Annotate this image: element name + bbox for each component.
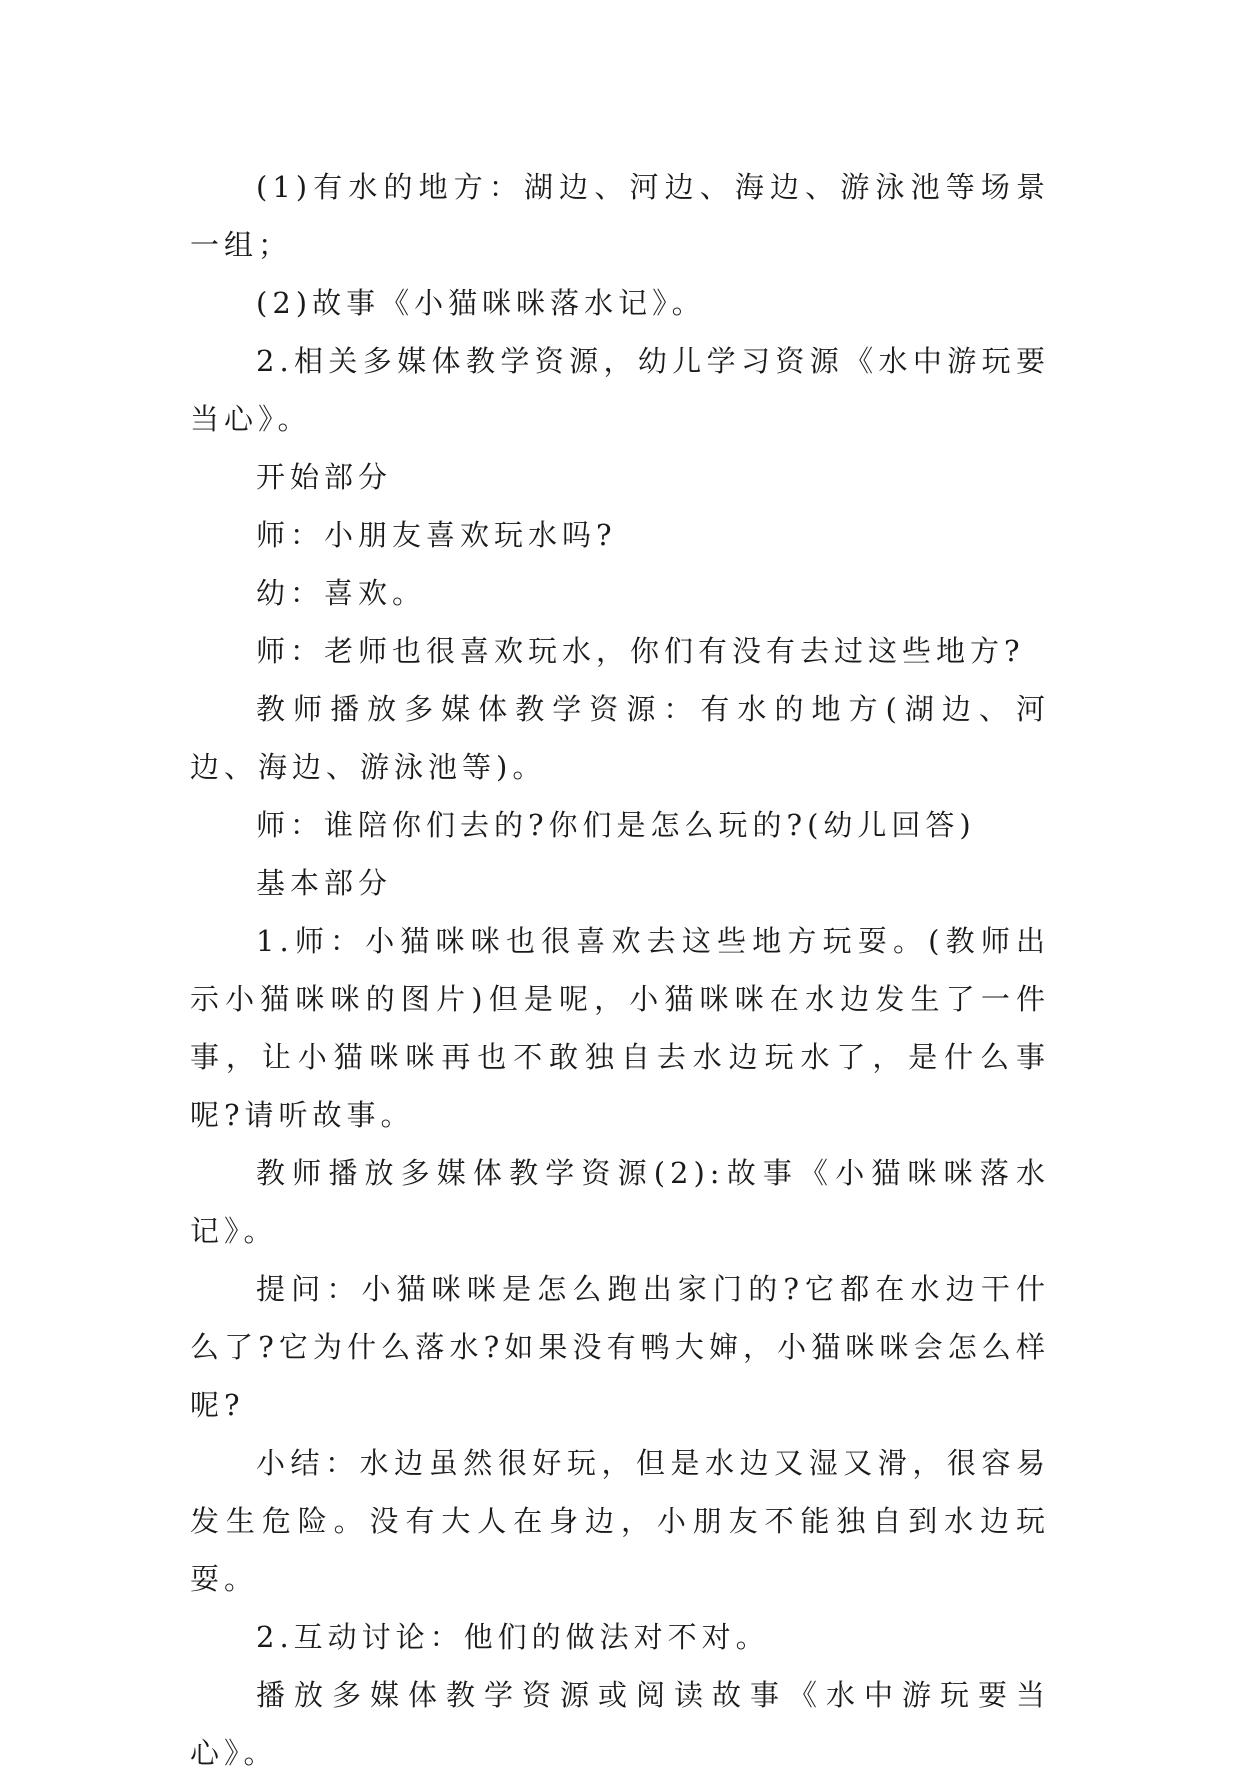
section-heading-start: 开始部分 bbox=[256, 460, 393, 494]
paragraph-final: 播放多媒体教学资源或阅读故事《水中游玩要当心》。 bbox=[190, 1678, 1050, 1770]
paragraph-teacher-plays: 教师播放多媒体教学资源：有水的地方(湖边、河边、海边、游泳池等)。 bbox=[190, 692, 1050, 784]
paragraph-resources: 2.相关多媒体教学资源，幼儿学习资源《水中游玩要当心》。 bbox=[190, 344, 1050, 436]
paragraph-story-play: 教师播放多媒体教学资源(2):故事《小猫咪咪落水记》。 bbox=[190, 1156, 1050, 1248]
paragraph-materials-1: (1)有水的地方：湖边、河边、海边、游泳池等场景一组； bbox=[190, 170, 1050, 262]
dialogue-teacher-1: 师：小朋友喜欢玩水吗? bbox=[256, 518, 617, 552]
paragraph-step-2: 2.互动讨论：他们的做法对不对。 bbox=[256, 1620, 770, 1654]
paragraph-summary: 小结：水边虽然很好玩，但是水边又湿又滑，很容易发生危险。没有大人在身边，小朋友不能独自到水边玩耍。 bbox=[190, 1446, 1050, 1596]
paragraph-materials-2: (2)故事《小猫咪咪落水记》。 bbox=[256, 286, 706, 320]
dialogue-teacher-2: 师：老师也很喜欢玩水，你们有没有去过这些地方? bbox=[256, 634, 1025, 668]
dialogue-child-1: 幼：喜欢。 bbox=[256, 576, 427, 610]
section-heading-basic: 基本部分 bbox=[256, 866, 393, 900]
paragraph-step-1: 1.师：小猫咪咪也很喜欢去这些地方玩耍。(教师出示小猫咪咪的图片)但是呢，小猫咪咪在水边发生了一件事，让小猫咪咪再也不敢独自去水边玩水了，是什么事呢?请听故事。 bbox=[190, 924, 1050, 1132]
dialogue-teacher-3: 师：谁陪你们去的?你们是怎么玩的?(幼儿回答) bbox=[256, 808, 976, 842]
document-body bbox=[190, 158, 1050, 1782]
paragraph-questions: 提问：小猫咪咪是怎么跑出家门的?它都在水边干什么了?它为什么落水?如果没有鸭大婶，小猫咪咪会怎么样呢? bbox=[190, 1272, 1050, 1422]
